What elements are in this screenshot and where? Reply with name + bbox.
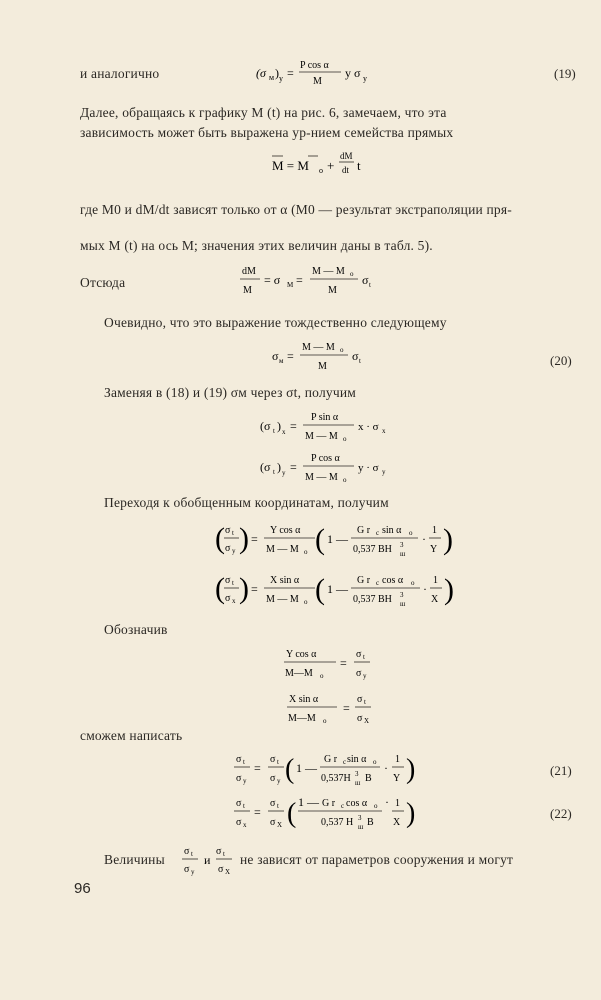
svg-text:t: t — [223, 850, 225, 858]
svg-text:σ: σ — [225, 525, 231, 536]
svg-text:y: y — [277, 777, 281, 785]
svg-text:t: t — [232, 529, 234, 537]
paragraph-line: Далее, обращаясь к графику M (t) на рис. 6, замечаем, что эта — [80, 105, 447, 120]
svg-text:σ: σ — [356, 668, 362, 679]
svg-text:M — M: M — M — [266, 594, 299, 605]
svg-text:м: м — [269, 73, 275, 82]
svg-text:(σ: (σ — [260, 419, 271, 433]
svg-text:=: = — [251, 582, 258, 596]
svg-text:(σ: (σ — [260, 460, 271, 474]
svg-text:M — M: M — M — [305, 431, 338, 442]
svg-text:G r: G r — [324, 754, 338, 765]
equation-number-20: (20) — [550, 353, 572, 368]
equation-number-21: (21) — [550, 763, 572, 778]
svg-text:P sin α: P sin α — [311, 412, 339, 423]
svg-text:ш: ш — [400, 600, 406, 608]
svg-text:=: = — [254, 761, 261, 775]
svg-text:c: c — [341, 802, 345, 810]
svg-text:dM: dM — [340, 151, 353, 161]
equation-22 — [234, 792, 434, 836]
svg-text:): ) — [277, 419, 281, 433]
equation-20 — [270, 338, 380, 378]
svg-text:y: y — [243, 777, 247, 785]
svg-text:o: o — [374, 802, 378, 810]
svg-text:dt: dt — [342, 165, 350, 175]
svg-text:σ: σ — [225, 575, 231, 586]
svg-text:M — M: M — M — [266, 544, 299, 555]
equation-otsyuda — [240, 262, 380, 302]
svg-text:X sin α: X sin α — [289, 694, 319, 705]
svg-text:(: ( — [315, 523, 325, 556]
svg-text:t: t — [359, 357, 361, 365]
paragraph-line: Переходя к обобщенным координатам, получим — [104, 495, 389, 510]
equation-number-22: (22) — [550, 806, 572, 821]
svg-text:M: M — [243, 285, 252, 296]
svg-text:σ: σ — [225, 593, 231, 604]
svg-text:·: · — [384, 761, 388, 775]
svg-text:t: t — [277, 758, 279, 766]
svg-text:ш: ш — [358, 823, 364, 831]
svg-text:σ: σ — [236, 773, 242, 784]
svg-text:σ: σ — [270, 817, 276, 828]
paragraph-line: Обозначив — [104, 622, 168, 637]
paragraph-line: Заменяя в (18) и (19) σм через σt, получим — [104, 385, 356, 400]
paragraph-line: Очевидно, что это выражение тождественно следующему — [104, 315, 447, 330]
svg-text:σ: σ — [184, 864, 190, 875]
svg-text:=: = — [287, 349, 294, 363]
paragraph-line: сможем написать — [80, 728, 183, 743]
inline-fraction-x — [214, 840, 236, 878]
svg-text:·: · — [385, 795, 389, 809]
svg-text:sin α: sin α — [382, 525, 402, 536]
svg-text:o: o — [373, 758, 377, 766]
svg-text:y: y — [279, 74, 283, 83]
svg-text:c: c — [376, 529, 380, 537]
svg-text:o: o — [319, 166, 323, 175]
svg-text:o: o — [409, 529, 413, 537]
svg-text:G r: G r — [357, 575, 371, 586]
svg-text:X: X — [364, 717, 370, 725]
svg-text:G r: G r — [357, 525, 371, 536]
equation-line-family — [270, 146, 390, 182]
svg-text:M: M — [328, 285, 337, 296]
svg-text:σ: σ — [236, 817, 242, 828]
equation-21 — [234, 748, 434, 792]
svg-text:1 —: 1 — — [327, 582, 348, 596]
svg-text:P cos α: P cos α — [311, 453, 340, 464]
svg-text:M — M: M — M — [302, 342, 335, 353]
svg-text:=: = — [296, 273, 303, 287]
text-lead-otsyuda: Отсюда — [80, 275, 126, 290]
svg-text:σ: σ — [270, 754, 276, 765]
svg-text:σ: σ — [225, 543, 231, 554]
svg-text:y: y — [232, 547, 236, 555]
svg-text:P cos α: P cos α — [300, 60, 329, 71]
equation-sigma-t-x — [258, 408, 398, 448]
svg-text:=: = — [290, 419, 297, 433]
equation-generalized-x — [215, 568, 465, 616]
svg-text:t: t — [243, 802, 245, 810]
svg-text:0,537 BH: 0,537 BH — [353, 594, 392, 605]
svg-text:=: = — [251, 532, 258, 546]
svg-text:c: c — [343, 758, 347, 766]
svg-text:σ: σ — [236, 754, 242, 765]
svg-text:o: o — [343, 476, 347, 484]
svg-text:t: t — [364, 698, 366, 706]
svg-text:σ: σ — [236, 798, 242, 809]
equation-sigma-t-y — [258, 449, 398, 489]
svg-text:(: ( — [285, 754, 295, 785]
svg-text:M: M — [318, 361, 327, 372]
svg-text:σ: σ — [357, 694, 363, 705]
svg-text:ш: ш — [400, 550, 406, 558]
svg-text:M—M: M—M — [285, 668, 313, 679]
equation-definition-x — [287, 689, 397, 729]
svg-text:=: = — [254, 805, 261, 819]
svg-text:Y: Y — [430, 544, 438, 555]
svg-text:σ: σ — [216, 846, 222, 857]
svg-text:): ) — [277, 460, 281, 474]
svg-text:o: o — [350, 270, 354, 278]
svg-text:G r: G r — [322, 798, 336, 809]
svg-text:): ) — [406, 754, 416, 785]
svg-text:=: = — [290, 460, 297, 474]
svg-text:o: o — [304, 548, 308, 556]
equation-19 — [256, 56, 386, 88]
svg-text:σ: σ — [272, 349, 279, 363]
svg-text:o: o — [340, 346, 344, 354]
svg-text:=: = — [343, 701, 350, 715]
svg-text:σ: σ — [270, 773, 276, 784]
svg-text:t: t — [277, 802, 279, 810]
svg-text:t: t — [369, 281, 371, 289]
svg-text:o: o — [343, 435, 347, 443]
paragraph-line: мых M (t) на ось M; значения этих величин даны в табл. 5). — [80, 238, 433, 253]
svg-text:x: x — [232, 597, 236, 605]
svg-text:3: 3 — [400, 541, 404, 549]
svg-text:σ: σ — [362, 273, 369, 287]
svg-text:): ) — [239, 572, 249, 605]
svg-text:1: 1 — [395, 754, 400, 765]
svg-text:σ: σ — [270, 798, 276, 809]
paragraph-line: где M0 и dM/dt зависят только от α (M0 — результат экстраполяции пря- — [80, 202, 512, 217]
svg-text:cos α: cos α — [346, 798, 368, 809]
svg-text:c: c — [376, 579, 380, 587]
svg-text:t: t — [232, 579, 234, 587]
svg-text:1: 1 — [395, 798, 400, 809]
svg-text:y · σ: y · σ — [358, 462, 379, 474]
svg-text:1 —: 1 — — [327, 532, 348, 546]
svg-text:X: X — [393, 817, 401, 828]
svg-text:1: 1 — [433, 575, 438, 586]
svg-text:): ) — [444, 573, 454, 606]
svg-text:0,537 BH: 0,537 BH — [353, 544, 392, 555]
svg-text:y: y — [363, 672, 367, 680]
svg-text:x: x — [243, 821, 247, 829]
svg-text:= σ: = σ — [264, 273, 281, 287]
svg-text:м: м — [279, 357, 284, 365]
svg-text:3: 3 — [400, 591, 404, 599]
svg-text:σ: σ — [357, 713, 363, 724]
svg-text:o: o — [323, 717, 327, 725]
svg-text:): ) — [406, 798, 416, 829]
equation-number-19: (19) — [554, 66, 576, 81]
svg-text:x · σ: x · σ — [358, 421, 379, 433]
svg-text:Y cos α: Y cos α — [286, 649, 317, 660]
svg-text:): ) — [275, 66, 279, 80]
svg-text:X: X — [225, 868, 231, 876]
svg-text:y: y — [282, 469, 286, 477]
svg-text:M: M — [287, 281, 294, 289]
svg-text:t: t — [273, 468, 275, 476]
svg-text:Y: Y — [393, 773, 401, 784]
svg-text:t: t — [357, 158, 361, 173]
svg-text:σ: σ — [184, 846, 190, 857]
svg-text:B: B — [367, 817, 374, 828]
svg-text:t: t — [273, 427, 275, 435]
svg-text:X: X — [431, 594, 439, 605]
svg-text:1 —: 1 — — [298, 795, 319, 809]
svg-text:·: · — [422, 532, 426, 546]
svg-text:0,537 H: 0,537 H — [321, 817, 354, 828]
svg-text:(σ: (σ — [256, 66, 266, 80]
text-lead-analogichno: и аналогично — [80, 66, 160, 81]
svg-text:0,537H: 0,537H — [321, 773, 351, 784]
equation-generalized-y — [215, 518, 465, 566]
svg-text:Y cos α: Y cos α — [270, 525, 301, 536]
svg-text:(: ( — [215, 522, 225, 555]
svg-text:(: ( — [315, 573, 325, 606]
svg-text:X: X — [277, 821, 283, 829]
svg-text:(: ( — [287, 798, 297, 829]
paragraph-line: Величины — [104, 852, 165, 867]
svg-text:1: 1 — [432, 525, 437, 536]
svg-text:y σ: y σ — [345, 66, 361, 80]
svg-text:·: · — [423, 582, 427, 596]
svg-text:x: x — [282, 428, 286, 436]
svg-text:x: x — [382, 427, 386, 435]
svg-text:o: o — [320, 672, 324, 680]
svg-text:t: t — [191, 850, 193, 858]
svg-text:1 —: 1 — — [296, 761, 317, 775]
svg-text:3: 3 — [355, 770, 359, 778]
svg-text:=: = — [287, 66, 294, 80]
svg-text:y: y — [191, 868, 195, 876]
svg-text:(: ( — [215, 572, 225, 605]
svg-text:σ: σ — [356, 649, 362, 660]
svg-text:dM: dM — [242, 266, 256, 277]
svg-text:M—M: M—M — [288, 713, 316, 724]
svg-text:3: 3 — [358, 814, 362, 822]
paragraph-line: не зависят от параметров сооружения и могут — [240, 852, 514, 867]
svg-text:=: = — [340, 656, 347, 670]
svg-text:M — M: M — M — [312, 266, 345, 277]
svg-text:+: + — [327, 158, 335, 173]
svg-text:y: y — [363, 74, 367, 83]
svg-text:t: t — [243, 758, 245, 766]
svg-text:cos α: cos α — [382, 575, 404, 586]
svg-text:M: M — [313, 76, 322, 87]
svg-text:σ: σ — [218, 864, 224, 875]
svg-text:y: y — [382, 468, 386, 476]
svg-text:M = M: M = M — [272, 158, 309, 173]
svg-text:sin α: sin α — [347, 754, 367, 765]
svg-text:σ: σ — [352, 349, 359, 363]
svg-text:ш: ш — [355, 779, 361, 787]
svg-text:o: o — [304, 598, 308, 606]
paragraph-line: зависимость может быть выражена ур-нием семейства прямых — [80, 125, 454, 140]
svg-text:o: o — [411, 579, 415, 587]
svg-text:X sin α: X sin α — [270, 575, 300, 586]
svg-text:): ) — [239, 522, 249, 555]
svg-text:t: t — [363, 653, 365, 661]
svg-text:и: и — [204, 853, 211, 867]
svg-text:): ) — [443, 523, 453, 556]
svg-text:M — M: M — M — [305, 472, 338, 483]
equation-definition-y — [284, 644, 394, 684]
page-number: 96 — [74, 880, 91, 897]
svg-text:B: B — [365, 773, 372, 784]
